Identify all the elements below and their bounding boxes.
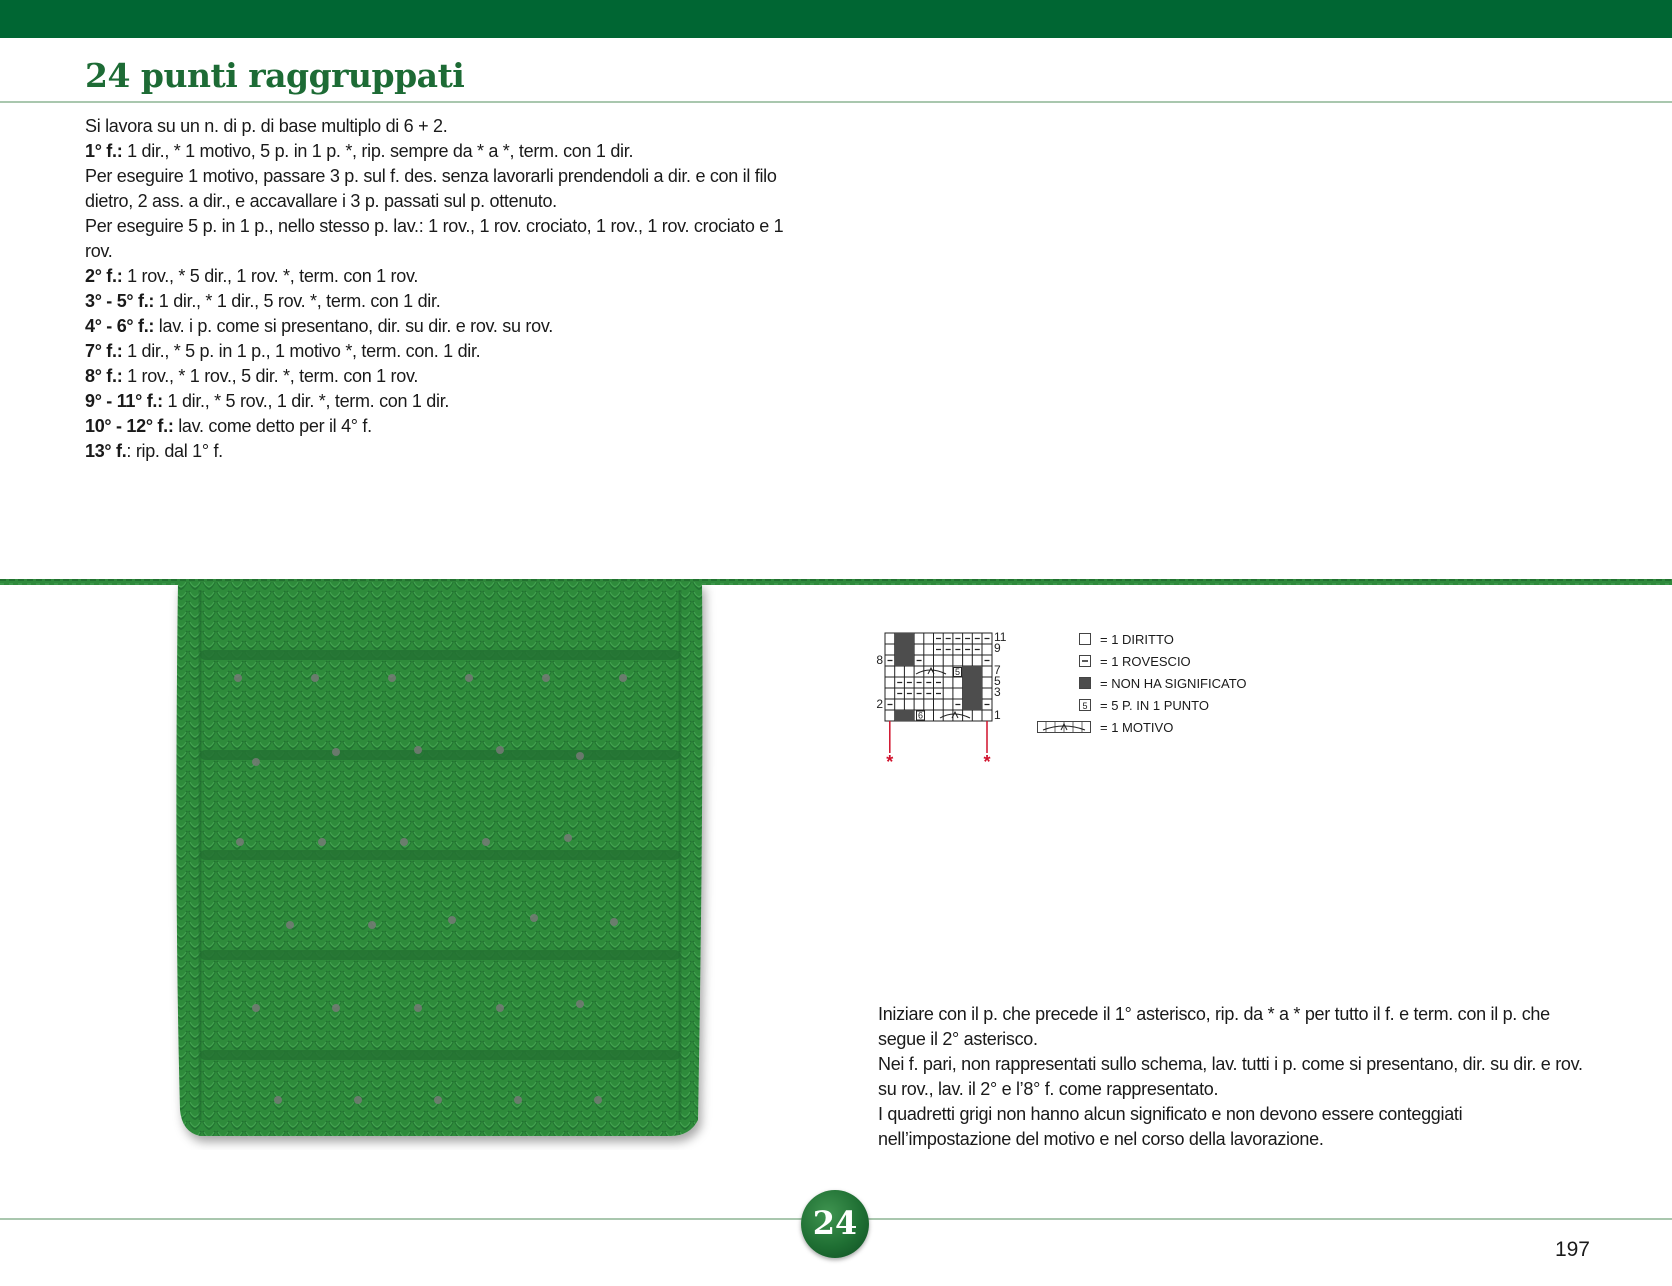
row-label: 2° f.: xyxy=(85,266,123,286)
empty-square-icon xyxy=(1079,633,1091,645)
legend-item xyxy=(1035,720,1295,736)
row-label: 9° - 11° f.: xyxy=(85,391,163,411)
knitted-swatch-image xyxy=(160,580,720,1150)
motivo-icon xyxy=(1037,721,1091,733)
stitch-number-badge xyxy=(801,1190,869,1258)
title-divider xyxy=(0,101,1672,103)
row-label: 3° - 5° f.: xyxy=(85,291,155,311)
row-label: 8° f.: xyxy=(85,366,123,386)
row-text: 1 dir., * 5 p. in 1 p., 1 motivo *, term. con. 1 dir. xyxy=(122,341,481,361)
instruction-row xyxy=(85,214,805,264)
row-text: Per eseguire 5 p. in 1 p., nello stesso p. lav.: 1 rov., 1 rov. crociato, 1 rov., 1 rov. crociato e 1 rov. xyxy=(85,216,784,261)
asterisk-left-icon: * xyxy=(886,752,894,768)
note-paragraph: Iniziare con il p. che precede il 1° asterisco, rip. da * a * per tutto il f. e term. con il p. che segue il 2° asterisco. xyxy=(878,1004,1550,1049)
asterisk-right-icon: * xyxy=(983,752,991,768)
five-square-icon xyxy=(1079,699,1091,711)
legend-item xyxy=(1035,676,1295,692)
legend-label: = 1 MOTIVO xyxy=(1100,720,1174,735)
gray-square-icon xyxy=(1079,677,1091,689)
svg-text:5: 5 xyxy=(1082,701,1088,711)
six-mark: 6 xyxy=(917,710,924,721)
row-text: 1 rov., * 5 dir., 1 rov. *, term. con 1 rov. xyxy=(122,266,419,286)
legend-item xyxy=(1035,698,1295,714)
legend-item xyxy=(1035,654,1295,670)
badge-number: 24 xyxy=(812,1204,858,1242)
row-text: lav. i p. come si presentano, dir. su dir. e rov. su rov. xyxy=(154,316,553,336)
row-label: 7° f.: xyxy=(85,341,123,361)
page-title: 24 punti raggruppati xyxy=(85,56,465,95)
row-label: 10° - 12° f.: xyxy=(85,416,174,436)
instruction-row xyxy=(85,339,805,364)
row-number: 3 xyxy=(994,685,1001,699)
row-text: Per eseguire 1 motivo, passare 3 p. sul f. des. senza lavorarli prendendoli a dir. e con il filo dietro, 2 ass. a dir., e accavallare i 3 p. passati sul p. ottenuto. xyxy=(85,166,777,211)
row-label: 4° - 6° f.: xyxy=(85,316,155,336)
row-label: 13° f. xyxy=(85,441,127,461)
instruction-row xyxy=(85,389,805,414)
instruction-row xyxy=(85,289,805,314)
row-text: 1 dir., * 5 rov., 1 dir. *, term. con 1 dir. xyxy=(162,391,450,411)
row-numbers-right xyxy=(994,630,1007,722)
legend-label: = 1 ROVESCIO xyxy=(1100,654,1191,669)
row-number: 1 xyxy=(994,708,1001,722)
instruction-row xyxy=(85,439,805,464)
row-text: lav. come detto per il 4° f. xyxy=(173,416,372,436)
instruction-row xyxy=(85,414,805,439)
five-in-one-mark: 5 xyxy=(954,667,961,677)
chart-notes xyxy=(878,1002,1593,1152)
row-text: : rip. dal 1° f. xyxy=(126,441,223,461)
row-number: 9 xyxy=(994,641,1001,655)
repeat-markers xyxy=(890,721,987,753)
row-text: 1 dir., * 1 dir., 5 rov. *, term. con 1 dir. xyxy=(154,291,441,311)
instruction-row xyxy=(85,314,805,339)
legend-label: = NON HA SIGNIFICATO xyxy=(1100,676,1247,691)
row-numbers-left xyxy=(876,653,883,711)
legend-item xyxy=(1035,632,1295,648)
row-text: 1 rov., * 1 rov., 5 dir. *, term. con 1 rov. xyxy=(122,366,419,386)
dash-square-icon xyxy=(1079,655,1091,667)
note-paragraph: I quadretti grigi non hanno alcun significato e non devono essere conteggiati nell’impostazione del motivo e nel corso della lavorazione. xyxy=(878,1104,1463,1149)
instructions-text xyxy=(85,114,805,464)
instruction-row xyxy=(85,264,805,289)
row-number: 7 xyxy=(994,663,1001,677)
page-number: 197 xyxy=(1554,1238,1590,1261)
instruction-row xyxy=(85,364,805,389)
instruction-row xyxy=(85,164,805,214)
legend-label: = 1 DIRITTO xyxy=(1100,632,1174,647)
row-number: 2 xyxy=(876,697,883,711)
row-number: 11 xyxy=(994,630,1007,644)
legend-label: = 5 P. IN 1 PUNTO xyxy=(1100,698,1209,713)
instructions-intro: Si lavora su un n. di p. di base multiplo di 6 + 2. xyxy=(85,116,448,136)
row-text: 1 dir., * 1 motivo, 5 p. in 1 p. *, rip. sempre da * a *, term. con 1 dir. xyxy=(122,141,634,161)
row-number: 5 xyxy=(994,674,1001,688)
top-color-band xyxy=(0,0,1672,38)
row-number: 8 xyxy=(876,653,883,667)
note-paragraph: Nei f. pari, non rappresentati sullo schema, lav. tutti i p. come si presentano, dir. su dir. e rov. su rov., lav. il 2° e l’8° f. come rappresentato. xyxy=(878,1054,1583,1099)
instruction-row xyxy=(85,139,805,164)
knitting-chart xyxy=(870,628,1050,768)
row-label: 1° f.: xyxy=(85,141,123,161)
